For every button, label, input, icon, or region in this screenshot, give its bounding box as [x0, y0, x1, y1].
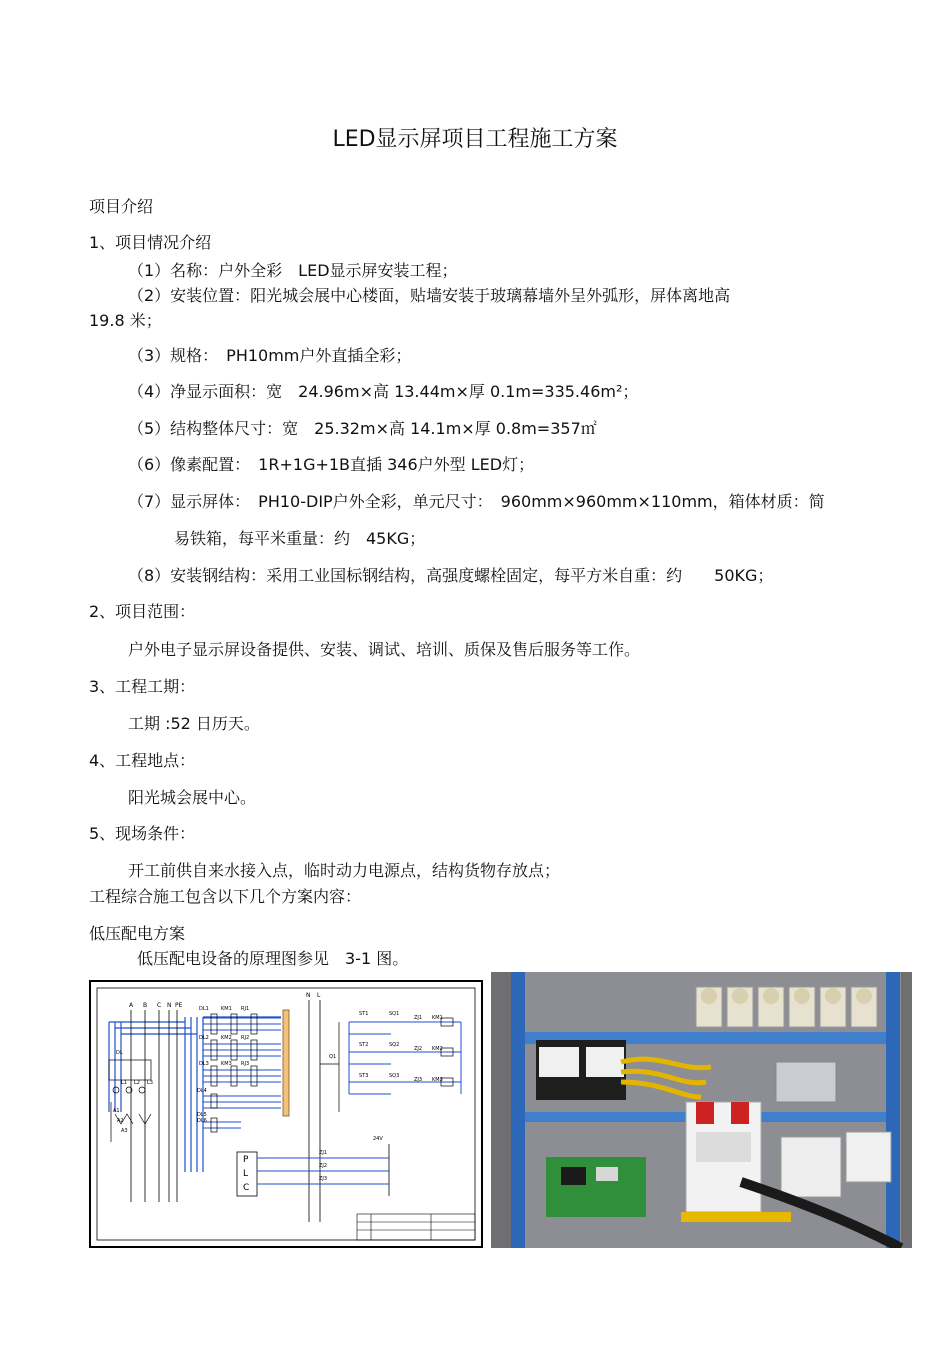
section-intro: 项目介绍: [89, 197, 154, 216]
s1-item-2: （2）安装位置：阳光城会展中心楼面，贴墙安装于玻璃幕墙外呈外弧形，屏体离地高: [128, 286, 731, 305]
dl-label: DL6: [197, 1118, 207, 1124]
lv-body: 低压配电设备的原理图参见 3-1 图。: [137, 949, 409, 968]
km-label: KM3: [221, 1061, 232, 1067]
dl-label: DL4: [197, 1088, 207, 1094]
sq-label: SQ2: [389, 1042, 400, 1048]
s2-heading: 2、项目范围：: [89, 602, 196, 621]
sq-label: SQ1: [389, 1011, 400, 1017]
s2-body: 户外电子显示屏设备提供、安装、调试、培训、质保及售后服务等工作。: [128, 640, 641, 659]
page-title: LED显示屏项目工程施工方案: [332, 127, 618, 152]
rj-label: RJ1: [241, 1006, 250, 1012]
s1-item-2-cont: 19.8 米；: [89, 311, 162, 330]
dl-label: DL1: [199, 1006, 209, 1012]
terminal-bar: [283, 1010, 289, 1116]
s1-item-4: （4）净显示面积：宽 24.96m×高 13.44m×厚 0.1m=335.46m²；: [128, 382, 639, 401]
dl-label: DL5: [197, 1112, 207, 1118]
zj-label: ZJ1: [414, 1015, 423, 1021]
phase-label: N: [167, 1002, 172, 1009]
l-label: L3: [147, 1080, 153, 1086]
s1-item-8: （8）安装钢结构：采用工业国标钢结构，高强度螺栓固定，每平方米自重：约 50KG；: [128, 566, 774, 585]
s5-body: 开工前供自来水接入点，临时动力电源点，结构货物存放点；: [128, 861, 561, 880]
s4-body: 阳光城会展中心。: [128, 788, 257, 807]
zj-label: ZJ2: [319, 1163, 328, 1169]
lv-heading: 低压配电方案: [89, 924, 186, 943]
zj-label: ZJ2: [414, 1046, 423, 1052]
sq-label: SQ3: [389, 1073, 400, 1079]
l-label: L1: [121, 1080, 127, 1086]
v24-label: 24V: [373, 1136, 383, 1142]
dl-label: DL3: [199, 1061, 209, 1067]
s5-heading: 5、现场条件：: [89, 824, 196, 843]
dl-main-label: DL: [116, 1050, 123, 1056]
zj-label: ZJ3: [319, 1176, 328, 1182]
km-label: KM1: [432, 1015, 443, 1021]
nl-label: N: [306, 992, 311, 999]
phase-label: B: [143, 1002, 148, 1009]
s4-heading: 4、工程地点：: [89, 751, 196, 770]
s1-item-5: （5）结构整体尺寸：宽 25.32m×高 14.1m×厚 0.8m=357㎡: [128, 419, 597, 438]
phase-label: A: [129, 1002, 134, 1009]
dl-label: DL2: [199, 1035, 209, 1041]
s3-heading: 3、工程工期：: [89, 677, 196, 696]
s3-body: 工期 :52 日历天。: [128, 714, 260, 733]
km-label: KM3: [432, 1077, 443, 1083]
phase-label: PE: [175, 1002, 183, 1009]
km-label: KM1: [221, 1006, 232, 1012]
s1-heading: 1、项目情况介绍: [89, 233, 212, 252]
plc-letter: C: [243, 1183, 250, 1193]
s1-item-1: （1）名称：户外全彩 LED显示屏安装工程；: [128, 261, 458, 280]
plc-letter: L: [243, 1169, 249, 1179]
wiring-schematic: [89, 980, 483, 1248]
km-label: KM2: [221, 1035, 232, 1041]
km-label: KM2: [432, 1046, 443, 1052]
plc-letter: P: [243, 1155, 249, 1165]
l-label: L2: [134, 1080, 140, 1086]
a-label: A1: [113, 1108, 120, 1114]
rj-label: RJ3: [241, 1061, 250, 1067]
s1-item-7-cont: 易铁箱，每平米重量：约 45KG；: [174, 529, 426, 548]
st-label: ST3: [359, 1073, 369, 1079]
a-label: A3: [121, 1128, 128, 1134]
summary-line: 工程综合施工包含以下几个方案内容：: [89, 887, 362, 906]
s1-item-3: （3）规格： PH10mm户外直插全彩；: [128, 346, 412, 365]
q1-label: Q1: [329, 1054, 337, 1060]
st-label: ST2: [359, 1042, 369, 1048]
phase-label: C: [157, 1002, 162, 1009]
s1-item-6: （6）像素配置： 1R+1G+1B直插 346户外型 LED灯；: [128, 455, 535, 474]
nl-label: L: [317, 992, 321, 999]
st-label: ST1: [359, 1011, 369, 1017]
zj-label: ZJ1: [319, 1150, 328, 1156]
cabinet-photo: [491, 972, 912, 1248]
s1-item-7: （7）显示屏体： PH10-DIP户外全彩，单元尺寸： 960mm×960mm×110mm，箱体材质：简: [128, 492, 825, 511]
rj-label: RJ2: [241, 1035, 250, 1041]
a-label: A2: [117, 1118, 124, 1124]
zj-label: ZJ3: [414, 1077, 423, 1083]
